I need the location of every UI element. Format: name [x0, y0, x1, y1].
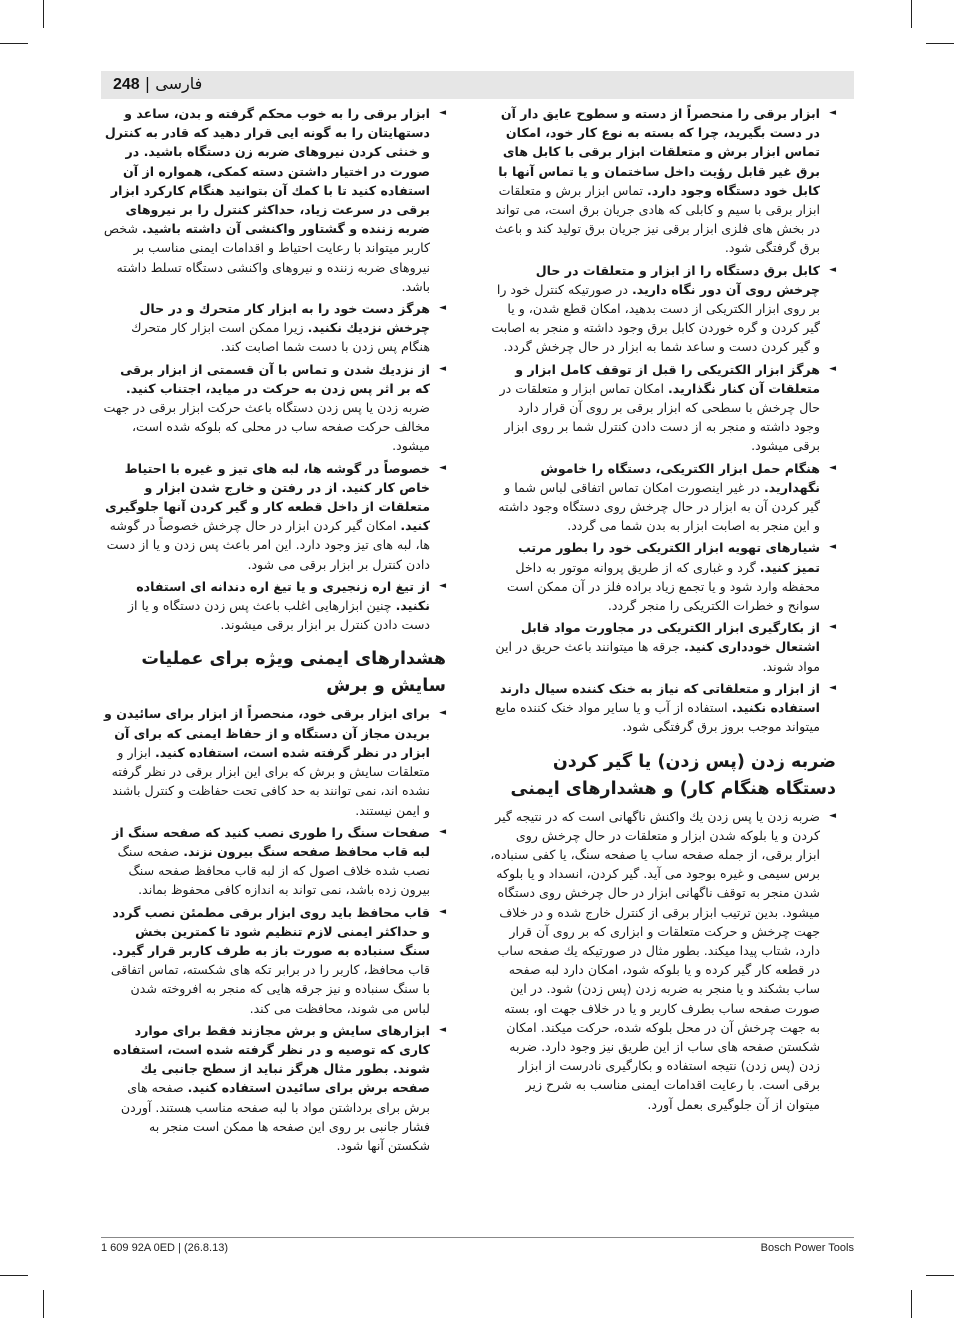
item-text: امکان گیر کردن ابزار در حال چرخش خصوصاً در گوشه ها، لبه های تیز وجود دارد. این امر باعث پس زدن و یا از دست دادن کنترل بر ابزار برقی می شود.	[106, 518, 430, 572]
item-text: صفحه های برش برای برداشتن مواد با لبه صفحه مناسب هستند. آوردن فشار جانبی بر روی این صفحه ها ممکن است منجر به شکستن آنها شود.	[120, 1080, 430, 1153]
safety-item	[103, 903, 446, 1018]
safety-item	[103, 1021, 446, 1155]
item-bold-text: هرگز دست خود را به ابزار کار متحرك و در حال چرخش نزدیك نکنید.	[139, 301, 430, 336]
bullet-icon: ◄	[439, 303, 446, 314]
item-text: شخص کاربر میتواند با رعایت احتیاط و اقدامات ایمنی مناسب بر نیروهای ضربه زننده و نیروهای واکنشی دستگاه تسلط داشته باشد.	[103, 221, 430, 294]
item-bold-text: ابزارهای سایش و برش مجازند فقط برای موارد کاری که توصیه و در نظر گرفته شده است، استفاده شوند. بطور مثال هرگز نباید از سطح جانبی یك صفحه برش برای سائیدن استفاده کنید.	[113, 1022, 430, 1096]
bullet-icon: ◄	[829, 622, 836, 633]
bullet-icon: ◄	[439, 906, 446, 917]
footer-divider	[101, 1237, 854, 1238]
section-heading: هشدارهای ایمنی ویژه برای عملیات سایش و برش	[141, 649, 446, 697]
item-bold-text: خصوصاً در گوشه ها، لبه های تیز و غیره با احتیاط خاص کار کنید. از در رفتن و خارج شدن ابزار و متعلقات از داخل قطعه کار و گیر کردن آنها جلوگیری کنید.	[105, 460, 430, 534]
item-bold-text: از نزدیك شدن و تماس با آن قسمتی از ابزار برقی که بر اثر پس زدن به حرکت در میاید، اجتناب کنید.	[120, 361, 430, 396]
safety-item	[103, 823, 446, 900]
crop-mark	[0, 43, 28, 44]
crop-mark	[926, 1275, 954, 1276]
bullet-icon: ◄	[439, 363, 446, 374]
safety-item	[490, 459, 836, 536]
bullet-icon: ◄	[829, 682, 836, 693]
bullet-icon: ◄	[439, 708, 446, 719]
item-text: ابزار و متعلقات سایش و برش که برای این ابزار برقی در نظر گرفته نشده اند، نمی توانند به حد کافی تحت حفاظت و کنترل باشند و ایمن نیستند.	[111, 744, 430, 818]
item-bold-text: هرگز ابزار الکتریکی را قبل از توقف کامل ابزار و متعلقات آن کنار نگذارید.	[515, 361, 820, 396]
item-text: صفحه سنگ نصب شده خلاف اصول که از لبه قاب محافظ صفحه سنگ بیرون زده باشد، نمی تواند به اندازه کافی محفوظ بماند.	[117, 843, 430, 898]
bullet-icon: ◄	[829, 264, 836, 275]
item-text: امکان تماس ابزار و متعلقات در حال چرخش با سطحی که ابزار برقی بر روی آن قرار دارد وجود داشته و منجر به از دست دادن کنترل شما بر روی ابزار برقی میشود.	[499, 380, 820, 454]
right-column	[490, 104, 836, 1117]
bullet-icon: ◄	[829, 108, 836, 118]
left-column	[103, 104, 446, 1158]
item-bold-text: برای ابزار برقی خود، منحصراً از ابزار برای سائیدن و بریدن مجاز آن دستگاه و از حفاظ ایمنی که برای آن ابزار در نظر گرفته شده است، استفاده کنید.	[104, 706, 430, 760]
item-bold-text: از ابزار و متعلقاتی که نیاز به خنک کننده سیال دارند استفاده نکنید.	[500, 680, 820, 716]
bullet-icon: ◄	[439, 826, 446, 837]
header-label	[113, 74, 202, 94]
bullet-icon: ◄	[439, 1024, 446, 1035]
safety-item	[103, 577, 446, 635]
item-text: چنین ابزارهایی اغلب باعث پس زدن دستگاه و یا از دست دادن کنترل بر ابزار برقی میشوند.	[127, 598, 430, 633]
crop-mark	[911, 0, 912, 28]
item-bold-text: از تیغ اره زنجیری و یا تیغ اره دندانه ای استفاده نکنید.	[136, 578, 430, 614]
item-bold-text: صفحات سنگ را طوری نصب کنید که صفحه سنگ از لبه قاب محافظ صفحه سنگ بیرون نزند.	[112, 824, 430, 859]
item-bold-text: ابزار برقی را منحصراً از دسته و سطوح عایق دار آن در دست بگیرید، چرا که بسته به نوع کار خود، امکان تماس ابزار برش و متعلقات ابزار برقی با کابل های برق غیر قابل رؤیت داخل ساختمان و یا تماس آنها با کابل خود دستگاه وجود دارد.	[498, 106, 820, 198]
safety-item	[490, 679, 836, 737]
item-bold-text: شیارهای تهویه ابزار الکتریکی خود را بطور مرتب تمیز کنید.	[518, 540, 820, 575]
crop-mark	[911, 1290, 912, 1318]
safety-item	[103, 360, 446, 456]
bullet-icon: ◄	[829, 462, 836, 473]
safety-item	[103, 104, 446, 296]
header-language: فارسی	[155, 74, 203, 93]
item-bold-text: قاب محافظ باید روی ابزار برقی مطمئن نصب گردد و حداکثر ایمنی لازم تنظیم شود تا کمترین بخش سنگ سنباده به صورت باز به طرف کاربر قرار گیرد.	[112, 904, 430, 958]
bullet-icon: ◄	[829, 810, 836, 821]
item-text: ضربه زدن یا پس زدن یك واکنش ناگهانی است که در نتیجه گیر کردن و یا بلوکه شدن ابزار و متعلقات در حال چرخش روی ابزار برقی، از جمله صفحه ساب یا صفحه سنگ، یا کفی سنباده، برس سیمی و غیره بوجود می آید. گیر کردن، انسداد و یا بلوکه شدن منجر به توقف ناگهانی ابزار در حال چرخش روی دستگاه میشود. بدین ترتیب ابزار برقی از کنترل خارج شده و در خلاف جهت چرخش و حرکت متعلقات و ابزاری که بر روی آن قرار دارد، شتاب پیدا میکند. بطور مثال در صورتیکه یك صفحه ساب در قطعه کار گیر کرده و یا بلوکه شود، امکان دارد لبه صفحه ساب بشکند و یا منجر به ضربه زدن (پس زدن) شود. در این صورت صفحه ساب بطرف کاربر و یا در خلاف جهت او، بسته به جهت چرخش آن در محل بلوکه شده، حرکت میکند. امکان شکستن صفحه های ساب از این طریق نیز وجود دارد. ضربه زدن (پس زدن) نتیجه استفاده و بکارگیری نادرست از ابزار برقی است. با رعایت اقدامات ایمنی مناسب به شرح زیر میتوان از آن جلوگیری بعمل آورد.	[490, 808, 820, 1112]
item-bold-text: کابل برق دستگاه را از ابزار و متعلقات در حال چرخش روی آن دور نگاه دارید.	[535, 262, 820, 297]
item-bold-text: هنگام حمل ابزار الکتریکی، دستگاه را خاموش نگهدارید.	[540, 460, 820, 495]
item-text: در صورتیکه کنترل خود را بر روی ابزار الکتریکی از دست بدهید، امکان قطع شدن، و یا گیر کردن و گره خوردن کابل برق وجود داشته و منجر به اصابت و گیر کردن دست و ساعد شما به ابزار در حال چرخش گردد.	[491, 281, 820, 355]
crop-mark	[926, 43, 954, 44]
crop-mark	[0, 1275, 28, 1276]
page-header	[101, 71, 854, 99]
safety-item	[490, 538, 836, 615]
safety-item	[490, 618, 836, 676]
item-text: تماس ابزار برش و متعلقات ابزار برقی با سیم و کابلی که هادی جریان برق است، می تواند در بخش های فلزی ابزار برقی نیز جریان برق تولید کند و باعث برق گرفتگی شود.	[494, 182, 820, 256]
safety-item	[490, 261, 836, 357]
safety-item	[490, 360, 836, 456]
item-text: گرد و غباری که از طریق پروانه موتور به داخل محفظه وارد شود و یا تجمع زیاد براده فلز در آن ممکن است سوانح و خطرات الکتریکی را منجر گردد.	[506, 559, 820, 614]
page-number: 248	[113, 76, 140, 93]
bullet-icon: ◄	[829, 542, 836, 553]
section-heading: ضربه زدن (پس زدن) یا گیر کردن دستگاه هنگام کار) و هشدارهای ایمنی	[510, 751, 836, 799]
bullet-icon: ◄	[829, 363, 836, 374]
safety-item	[103, 459, 446, 574]
footer-doc-number: 1 609 92A 0ED | (26.8.13)	[101, 1242, 228, 1254]
bullet-icon: ◄	[439, 580, 446, 591]
item-text: ضربه زدن یا پس زدن دستگاه باعث حرکت ابزار برقی در جهت مخالف حرکت صفحه ساب در محلی که بلوکه شده است، میشود.	[103, 400, 430, 454]
safety-item	[103, 299, 446, 357]
safety-item	[490, 104, 836, 258]
crop-mark	[43, 1290, 44, 1318]
item-text: زیرا ممکن است ابزار کار متحرك هنگام پس زدن با دست شما اصابت کند.	[131, 320, 430, 355]
footer-brand: Bosch Power Tools	[760, 1242, 854, 1254]
safety-item	[490, 807, 836, 1114]
item-text: در غیر اینصورت امکان تماس اتفاقی لباس شما و گیر کردن آن به ابزار در حال چرخش روی دستگاه وجود داشته و این منجر به اصابت ابزار به بدن شما می گردد.	[498, 479, 820, 534]
bullet-icon: ◄	[439, 108, 446, 118]
item-bold-text: از بکارگیری ابزار الکتریکی در مجاورت مواد قابل اشتعال خودداری کنید.	[520, 620, 820, 655]
header-separator: |	[144, 74, 151, 93]
item-text: استفاده از آب و یا سایر مواد خنک کننده مایع میتواند موجب بروز برق گرفتگی شود.	[495, 700, 820, 735]
safety-item	[103, 704, 446, 819]
item-text: قاب محافظ، کاربر را در برابر تکه های شکسته، تماس اتفاقی با سنگ سنباده و نیز جرقه هایی که منجر به افروخته شدن لباس می شوند، محافظت می کند.	[110, 962, 430, 1016]
item-text: جرقه ها میتوانند باعث حریق در این مواد شوند.	[495, 639, 820, 674]
crop-mark	[43, 0, 44, 28]
item-bold-text: ابزار برقی را به خوب محکم گرفته و بدن، ساعد و دستهایتان را به گونه ایی قرار دهید که قادر به کنترل و خنثی کردن نیروهای ضربه زن دستگاه باشید. در صورت در اختیار داشتن دسته کمکی، همواره از آن استفاده کنید تا با کمك آن بتوانید هنگام کارکرد ابزار برقی در سرعت زیاد، حداکثر کنترل را بر نیروهای ضربه زننده و گشتاور واکنشی آن داشته باشید.	[104, 106, 430, 237]
bullet-icon: ◄	[439, 462, 446, 473]
